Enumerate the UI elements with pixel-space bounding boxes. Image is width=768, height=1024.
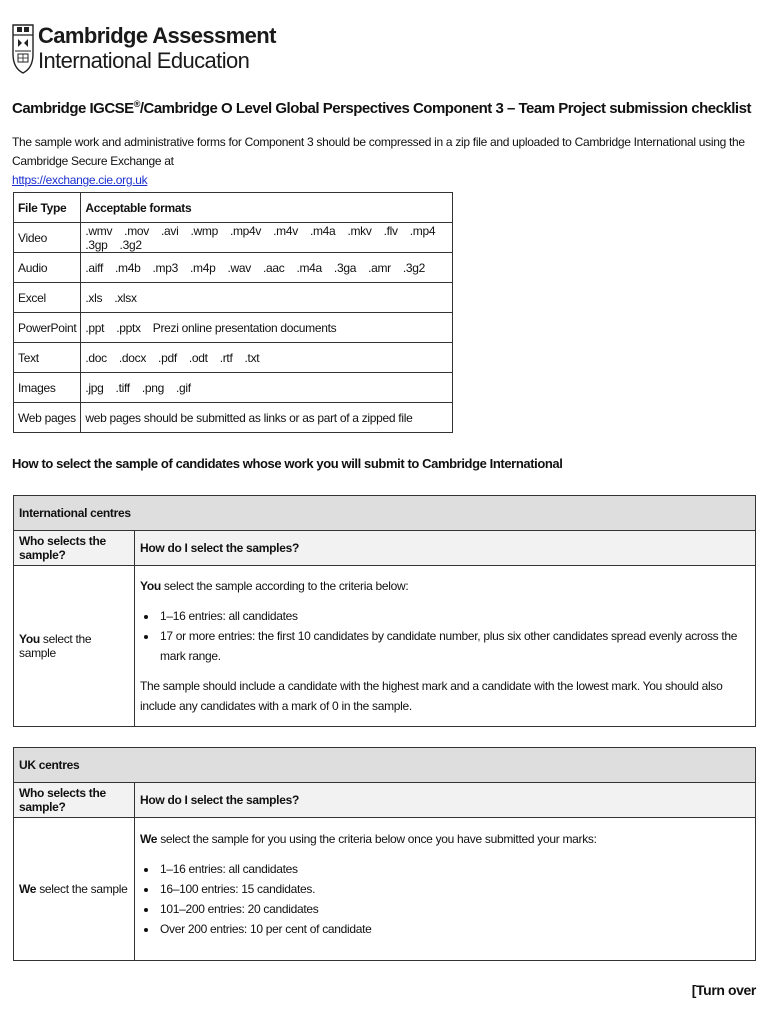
file-type-cell: Images <box>14 373 81 403</box>
file-type-cell: Excel <box>14 283 81 313</box>
format-extension: .xls <box>85 290 103 305</box>
list-item: • 17 or more entries: the first 10 candidates by candidate number, plus six other candidates spread evenly across the mark range. <box>158 626 750 666</box>
list-item: • 101–200 entries: 20 candidates <box>158 899 750 919</box>
international-lead <box>140 576 750 596</box>
international-col-how: How do I select the samples? <box>135 531 756 566</box>
list-item: • 1–16 entries: all candidates <box>158 859 750 879</box>
file-types-table <box>13 192 453 433</box>
uk-how-cell <box>135 818 756 961</box>
format-extension: .aiff <box>85 260 104 275</box>
file-types-header-row <box>14 193 453 223</box>
title-part2: /Cambridge O Level Global Perspectives Component 3 – Team Project submission checklist <box>139 100 751 117</box>
table-row <box>14 283 453 313</box>
format-extension: Prezi online presentation documents <box>152 320 337 335</box>
registered-mark: ® <box>133 99 140 109</box>
format-extension: .mp4v <box>229 223 262 238</box>
intro-paragraph <box>12 133 752 190</box>
formats-cell <box>81 403 453 433</box>
international-who-cell <box>14 566 135 727</box>
uk-who-rest: select the sample <box>36 882 128 896</box>
uk-body-row <box>14 818 756 961</box>
uk-lead-bold: We <box>140 832 158 846</box>
international-lead-rest: select the sample according to the criteria below: <box>160 579 409 593</box>
formats-cell <box>81 343 453 373</box>
cambridge-crest-icon <box>12 24 34 74</box>
format-extension: .doc <box>85 350 107 365</box>
format-extension: .mov <box>124 223 149 238</box>
format-extension: .pdf <box>158 350 177 365</box>
format-extension: .avi <box>160 223 179 238</box>
format-extension: web pages should be submitted as links or as part of a zipped file <box>85 410 413 425</box>
how-to-select-heading: How to select the sample of candidates whose work you will submit to Cambridge International <box>12 456 563 471</box>
format-extension: .mkv <box>347 223 372 238</box>
file-type-cell: PowerPoint <box>14 313 81 343</box>
table-row <box>14 223 453 253</box>
format-extension: .aac <box>262 260 285 275</box>
format-extension: .m4a <box>296 260 322 275</box>
table-row <box>14 403 453 433</box>
format-extension: .gif <box>175 380 191 395</box>
uk-who-cell <box>14 818 135 961</box>
format-extension: .mp4 <box>409 223 436 238</box>
international-criteria-list <box>140 606 750 666</box>
list-item: • 1–16 entries: all candidates <box>158 606 750 626</box>
file-type-cell: Web pages <box>14 403 81 433</box>
format-extension: .docx <box>118 350 147 365</box>
table-row <box>14 343 453 373</box>
format-extension: .wmp <box>190 223 218 238</box>
document-title <box>12 99 751 117</box>
format-extension: .png <box>141 380 164 395</box>
format-extension: .amr <box>368 260 391 275</box>
format-extension: .tiff <box>115 380 130 395</box>
international-centres-table <box>13 495 756 727</box>
format-extension: .3gp <box>85 237 108 252</box>
format-extension: .3g2 <box>119 237 142 252</box>
format-extension: .m4b <box>115 260 141 275</box>
international-lead-bold: You <box>140 579 161 593</box>
uk-lead <box>140 829 750 849</box>
formats-cell <box>81 313 453 343</box>
format-extension: .jpg <box>85 380 104 395</box>
format-extension: .xlsx <box>114 290 137 305</box>
format-extension: .pptx <box>116 320 141 335</box>
international-title: International centres <box>14 496 756 531</box>
formats-cell <box>81 373 453 403</box>
international-col-who: Who selects the sample? <box>14 531 135 566</box>
org-name-line1: Cambridge Assessment <box>38 23 276 48</box>
file-type-cell: Audio <box>14 253 81 283</box>
international-how-cell <box>135 566 756 727</box>
format-extension: .m4v <box>273 223 298 238</box>
international-column-header-row <box>14 531 756 566</box>
uk-title-row <box>14 748 756 783</box>
format-extension: .wav <box>227 260 251 275</box>
format-extension: .ppt <box>85 320 105 335</box>
format-extension: .wmv <box>85 223 113 238</box>
secure-exchange-link[interactable]: https://exchange.cie.org.uk <box>12 173 148 187</box>
file-type-cell: Video <box>14 223 81 253</box>
intro-text: The sample work and administrative forms for Component 3 should be compressed in a zip file and uploaded to Cambridge International using the Cambridge Secure Exchange at <box>12 135 745 168</box>
format-extension: .mp3 <box>152 260 178 275</box>
uk-centres-table <box>13 747 756 961</box>
uk-column-header-row <box>14 783 756 818</box>
title-part1: Cambridge IGCSE <box>12 100 134 117</box>
org-name <box>38 23 276 73</box>
file-types-body <box>14 193 453 433</box>
format-extension: .m4a <box>309 223 336 238</box>
file-type-cell: Text <box>14 343 81 373</box>
header-file-type: File Type <box>14 193 81 223</box>
international-title-row <box>14 496 756 531</box>
uk-col-who: Who selects the sample? <box>14 783 135 818</box>
table-row <box>14 253 453 283</box>
uk-lead-rest: select the sample for you using the criteria below once you have submitted your marks: <box>157 832 597 846</box>
org-name-line2: International Education <box>38 48 250 73</box>
format-extension: .txt <box>244 350 260 365</box>
uk-who-bold: We <box>19 882 37 896</box>
table-row <box>14 313 453 343</box>
list-item: • Over 200 entries: 10 per cent of candidate <box>158 919 750 939</box>
format-extension: .m4p <box>189 260 216 275</box>
uk-col-how: How do I select the samples? <box>135 783 756 818</box>
uk-title: UK centres <box>14 748 756 783</box>
uk-criteria-list <box>140 859 750 939</box>
list-item: • 16–100 entries: 15 candidates. <box>158 879 750 899</box>
international-note: The sample should include a candidate with the highest mark and a candidate with the lowest mark. You should also include any candidates with a mark of 0 in the sample. <box>140 679 723 713</box>
turn-over-label: [Turn over <box>691 982 756 998</box>
format-extension: .odt <box>188 350 208 365</box>
international-who-bold: You <box>19 632 40 646</box>
formats-cell <box>81 223 453 253</box>
header-acceptable-formats: Acceptable formats <box>81 193 453 223</box>
international-body-row <box>14 566 756 727</box>
table-row <box>14 373 453 403</box>
format-extension: .rtf <box>219 350 233 365</box>
format-extension: .flv <box>383 223 398 238</box>
formats-cell <box>81 283 453 313</box>
format-extension: .3g2 <box>402 260 426 275</box>
format-extension: .3ga <box>333 260 357 275</box>
international-who-rest: select the sample <box>19 632 92 660</box>
formats-cell <box>81 253 453 283</box>
